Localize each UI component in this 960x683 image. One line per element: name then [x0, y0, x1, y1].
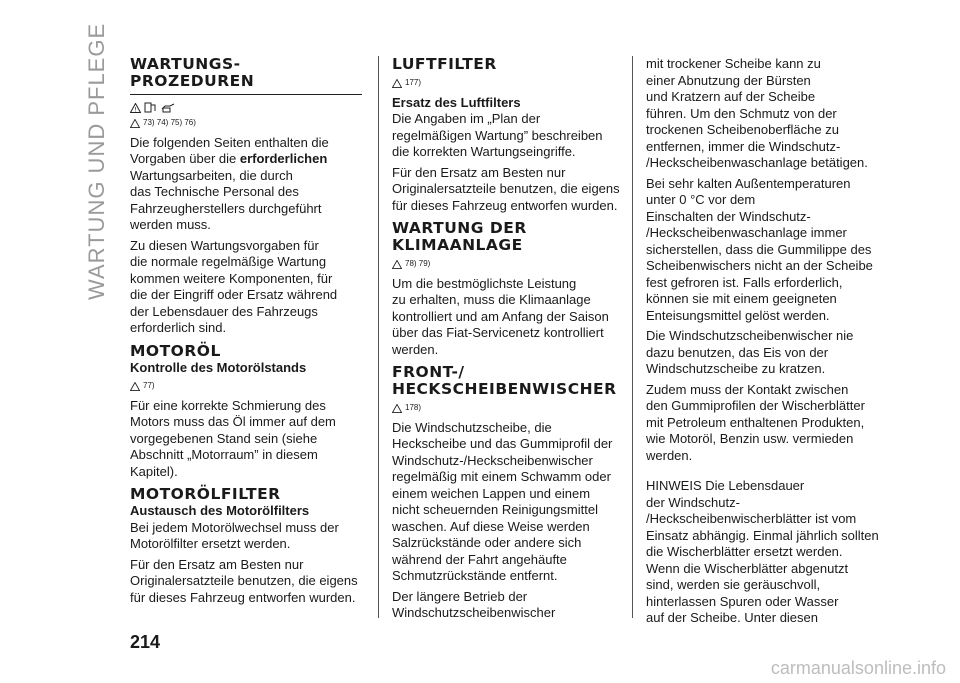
reference-numbers: 73) 74) 75) 76) [143, 118, 196, 127]
luftfilter-paragraph-1: Die Angaben im „Plan der regelmäßigen Wartung” beschreiben die korrekten Wartungseingriffe. [392, 111, 603, 159]
subheading-motoroel: Kontrolle des Motorölstands [130, 359, 307, 375]
col3-paragraph-4: Zudem muss der Kontakt zwischen den Gummiprofilen der Wischerblätter mit Petroleum enthaltenen Produkten, wie Motoröl, Benzin usw. vermieden werden. [646, 381, 865, 463]
subheading-luftfilter: Ersatz des Luftfilters [392, 94, 521, 110]
intro-text-b: Wartungsarbeiten, die durch das Technische Personal des Fahrzeugherstellers durchgeführt werden muss. [130, 167, 322, 232]
warning-icons [130, 101, 362, 113]
intro-text-bold: erforderlichen [239, 151, 328, 166]
reference-list [130, 115, 362, 132]
side-chapter-title [84, 22, 109, 301]
heading-motoroelfilter: MOTORÖLFILTER [130, 485, 281, 503]
motoroel-paragraph: Für eine korrekte Schmierung des Motors muss das Öl immer auf dem vorgegebenen Stand sein (siehe Abschnitt „Motorraum” in diesem Kapitel). [130, 397, 336, 479]
side-chapter-title-text: WARTUNG UND PFLEGE [84, 22, 109, 300]
heading-wartungsprozeduren: WARTUNGS- PROZEDUREN [130, 56, 362, 95]
wischer-paragraph-2: Der längere Betrieb der Windschutzscheibenwischer [392, 588, 556, 620]
column-divider [378, 56, 379, 618]
luftfilter-paragraph-2: Für den Ersatz am Besten nur Originalersatzteile benutzen, die eigens für dieses Fahrzeug entworfen wurden. [392, 164, 620, 213]
filter-paragraph-2: Für den Ersatz am Besten nur Originalersatzteile benutzen, die eigens für dieses Fahrzeug entworfen wurden. [130, 556, 358, 605]
reference-list [392, 75, 628, 92]
reference-numbers: 178) [405, 403, 422, 412]
engine-oil-icon [161, 101, 175, 113]
col3-paragraph-3: Die Windschutzscheibenwischer nie dazu benutzen, das Eis von der Windschutzscheibe zu kratzen. [646, 328, 854, 376]
reference-numbers: 77) [143, 381, 155, 390]
reference-list [392, 400, 628, 417]
footer-watermark: carmanualsonline.info [770, 658, 946, 678]
warning-icon [130, 103, 141, 113]
reference-list [130, 378, 362, 395]
reference-list [392, 256, 628, 273]
page-number: 214 [130, 632, 161, 652]
svg-text:!: ! [134, 106, 137, 113]
warning-icon [392, 260, 402, 269]
wischer-paragraph-1: Die Windschutzscheibe, die Heckscheibe und das Gummiprofil der Windschutz-/Heckscheibenwischer regelmäßig mit einem Schwamm oder einem weichen Lappen und einem nicht scheuernden Reinigungsmittel waschen. Auf diese Weise werden Salzrückstände oder andere sich während der Fahrt angehäufte Schmutzrückstände entfernt. [392, 419, 613, 583]
col3-note-paragraph: HINWEIS Die Lebensdauer der Windschutz- /Heckscheibenwischerblätter ist vom Einsatz abhängig. Einmal jährlich sollten die Wischerblätter ersetzt werden. Wenn die Wischerblätter abgenutzt sind, werden sie geräuschvoll, hinterlassen Spuren oder Wasser auf der Scheibe. Unter diesen [646, 478, 879, 625]
col3-paragraph-1: mit trockener Scheibe kann zu einer Abnutzung der Bürsten und Kratzern auf der Scheibe führen. Um den Schmutz von der trockenen Scheibenoberfläche zu entfernen, immer die Windschutz- /Heckscheibenwaschanlage betätigen. [646, 56, 868, 170]
heading-luftfilter: LUFTFILTER [392, 55, 497, 73]
subheading-motoroelfilter: Austausch des Motorölfilters [130, 503, 310, 518]
heading-klimaanlage: WARTUNG DER KLIMAANLAGE [392, 219, 527, 254]
column-1 [130, 56, 362, 610]
reference-numbers: 177) [405, 78, 422, 87]
warning-icon [392, 404, 402, 413]
column-divider [632, 56, 633, 618]
paragraph-2: Zu diesen Wartungsvorgaben für die normale regelmäßige Wartung kommen weitere Komponenten, für die der Eingriff oder Ersatz während der Lebensdauer des Fahrzeugs erforderlich sind. [130, 237, 338, 335]
column-2 [392, 56, 628, 626]
klima-paragraph: Um die bestmöglichste Leistung zu erhalten, muss die Klimaanlage kontrolliert und am Anfang der Saison über das Fiat-Servicenetz kontrolliert werden. [392, 275, 609, 357]
intro-paragraph [130, 135, 362, 234]
column-3 [646, 56, 886, 631]
heading-scheibenwischer: FRONT-/ HECKSCHEIBENWISCHER [392, 363, 617, 398]
warning-icon [130, 119, 140, 128]
reference-numbers: 78) 79) [405, 259, 431, 268]
warning-icon [130, 382, 140, 391]
intro-text-a: Die folgenden Seiten enthalten die Vorgaben über die [130, 134, 329, 166]
heading-motoroel: MOTORÖL [130, 341, 221, 360]
col3-paragraph-2: Bei sehr kalten Außentemperaturen unter 0 °C vor dem Einschalten der Windschutz- /Heckscheibenwaschanlage immer sicherstellen, dass die Gummilippe des Scheibenwischers nicht an der Scheibe fest gefroren ist. Falls erforderlich, können sie mit einem geeigneten Enteisungsmittel gelöst werden. [646, 175, 873, 323]
warning-icon [392, 79, 402, 88]
filter-paragraph-1: Bei jedem Motorölwechsel muss der Motorölfilter ersetzt werden. [130, 519, 339, 551]
fuel-pump-icon [144, 101, 158, 113]
